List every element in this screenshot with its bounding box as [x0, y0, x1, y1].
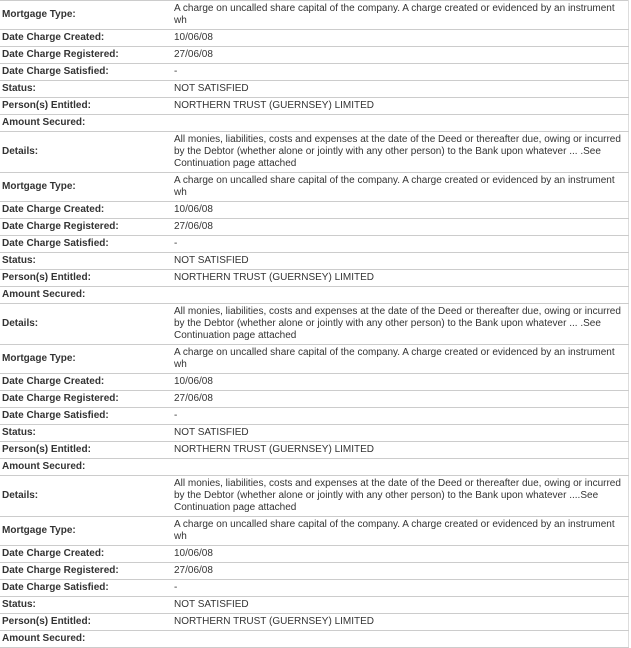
date-charge-satisfied-label: Date Charge Satisfied:	[2, 582, 109, 593]
date-charge-registered-label: Date Charge Registered:	[2, 49, 119, 60]
date-charge-satisfied-row	[0, 236, 629, 253]
date-charge-registered-value: 27/06/08	[174, 49, 213, 60]
persons-entitled-label: Person(s) Entitled:	[2, 272, 91, 283]
persons-entitled-value: NORTHERN TRUST (GUERNSEY) LIMITED	[174, 272, 375, 283]
amount-secured-label: Amount Secured:	[2, 461, 86, 472]
details-label: Details:	[2, 490, 39, 501]
mortgage-type-label: Mortgage Type:	[2, 9, 76, 20]
mortgage-type-value: A charge on uncalled share capital of the company. A charge created or evidenced by an instrument wh	[174, 347, 615, 370]
details-value: All monies, liabilities, costs and expenses at the date of the Deed or thereafter due, owing or incurred by the Debtor (whether alone or jointly with any other person) to the Bank upon whatever ... .See Continuation page attached	[174, 306, 621, 341]
amount-secured-row	[0, 115, 629, 132]
persons-entitled-value: NORTHERN TRUST (GUERNSEY) LIMITED	[174, 616, 375, 627]
amount-secured-value	[172, 631, 629, 648]
status-value: NOT SATISFIED	[174, 255, 249, 266]
mortgage-type-row	[0, 1, 629, 30]
date-charge-satisfied-label: Date Charge Satisfied:	[2, 238, 109, 249]
date-charge-satisfied-label: Date Charge Satisfied:	[2, 66, 109, 77]
status-label: Status:	[2, 427, 36, 438]
amount-secured-label: Amount Secured:	[2, 289, 86, 300]
amount-secured-value	[172, 115, 629, 132]
date-charge-satisfied-label: Date Charge Satisfied:	[2, 410, 109, 421]
persons-entitled-value: NORTHERN TRUST (GUERNSEY) LIMITED	[174, 100, 375, 111]
details-row	[0, 132, 629, 173]
mortgage-type-label: Mortgage Type:	[2, 353, 76, 364]
date-charge-created-value: 10/06/08	[174, 548, 213, 559]
amount-secured-row	[0, 287, 629, 304]
date-charge-created-row	[0, 202, 629, 219]
amount-secured-row	[0, 459, 629, 476]
date-charge-registered-label: Date Charge Registered:	[2, 393, 119, 404]
date-charge-registered-row	[0, 47, 629, 64]
mortgage-type-row	[0, 345, 629, 374]
amount-secured-value	[172, 459, 629, 476]
status-value: NOT SATISFIED	[174, 599, 249, 610]
status-value: NOT SATISFIED	[174, 427, 249, 438]
status-row	[0, 597, 629, 614]
mortgage-type-row	[0, 173, 629, 202]
date-charge-registered-row	[0, 563, 629, 580]
date-charge-created-value: 10/06/08	[174, 32, 213, 43]
details-label: Details:	[2, 146, 39, 157]
amount-secured-label: Amount Secured:	[2, 633, 86, 644]
persons-entitled-label: Person(s) Entitled:	[2, 100, 91, 111]
persons-entitled-row	[0, 98, 629, 115]
date-charge-created-row	[0, 546, 629, 563]
status-value: NOT SATISFIED	[174, 83, 249, 94]
date-charge-created-label: Date Charge Created:	[2, 376, 105, 387]
date-charge-created-label: Date Charge Created:	[2, 32, 105, 43]
status-row	[0, 81, 629, 98]
date-charge-satisfied-row	[0, 64, 629, 81]
persons-entitled-row	[0, 270, 629, 287]
persons-entitled-label: Person(s) Entitled:	[2, 616, 91, 627]
date-charge-satisfied-value: -	[174, 582, 178, 593]
date-charge-registered-row	[0, 391, 629, 408]
details-value: All monies, liabilities, costs and expenses at the date of the Deed or thereafter due, owing or incurred by the Debtor (whether alone or jointly with any other person) to the Bank upon whatever ... .See Continuation page attached	[174, 134, 621, 169]
status-row	[0, 425, 629, 442]
date-charge-created-label: Date Charge Created:	[2, 548, 105, 559]
persons-entitled-label: Person(s) Entitled:	[2, 444, 91, 455]
mortgage-type-value: A charge on uncalled share capital of the company. A charge created or evidenced by an instrument wh	[174, 519, 615, 542]
details-value: All monies, liabilities, costs and expenses at the date of the Deed or thereafter due, owing or incurred by the Debtor (whether alone or jointly with any other person) to the Bank upon whatever ....See Continuation page attached	[174, 478, 621, 513]
date-charge-satisfied-value: -	[174, 410, 178, 421]
date-charge-created-row	[0, 374, 629, 391]
date-charge-satisfied-value: -	[174, 66, 178, 77]
date-charge-created-value: 10/06/08	[174, 204, 213, 215]
date-charge-created-value: 10/06/08	[174, 376, 213, 387]
date-charge-satisfied-row	[0, 408, 629, 425]
mortgage-type-label: Mortgage Type:	[2, 181, 76, 192]
date-charge-created-label: Date Charge Created:	[2, 204, 105, 215]
date-charge-satisfied-row	[0, 580, 629, 597]
details-label: Details:	[2, 318, 39, 329]
status-label: Status:	[2, 599, 36, 610]
persons-entitled-row	[0, 614, 629, 631]
persons-entitled-row	[0, 442, 629, 459]
date-charge-registered-label: Date Charge Registered:	[2, 221, 119, 232]
mortgage-type-row	[0, 517, 629, 546]
persons-entitled-value: NORTHERN TRUST (GUERNSEY) LIMITED	[174, 444, 375, 455]
mortgage-type-label: Mortgage Type:	[2, 525, 76, 536]
status-label: Status:	[2, 83, 36, 94]
status-label: Status:	[2, 255, 36, 266]
date-charge-registered-value: 27/06/08	[174, 393, 213, 404]
date-charge-satisfied-value: -	[174, 238, 178, 249]
date-charge-registered-label: Date Charge Registered:	[2, 565, 119, 576]
date-charge-registered-row	[0, 219, 629, 236]
details-row	[0, 304, 629, 345]
amount-secured-row	[0, 631, 629, 648]
date-charge-registered-value: 27/06/08	[174, 565, 213, 576]
mortgage-type-value: A charge on uncalled share capital of the company. A charge created or evidenced by an instrument wh	[174, 175, 615, 198]
details-row	[0, 476, 629, 517]
amount-secured-label: Amount Secured:	[2, 117, 86, 128]
status-row	[0, 253, 629, 270]
amount-secured-value	[172, 287, 629, 304]
date-charge-registered-value: 27/06/08	[174, 221, 213, 232]
date-charge-created-row	[0, 30, 629, 47]
mortgage-type-value: A charge on uncalled share capital of the company. A charge created or evidenced by an instrument wh	[174, 3, 615, 26]
mortgage-records-body	[0, 1, 629, 648]
